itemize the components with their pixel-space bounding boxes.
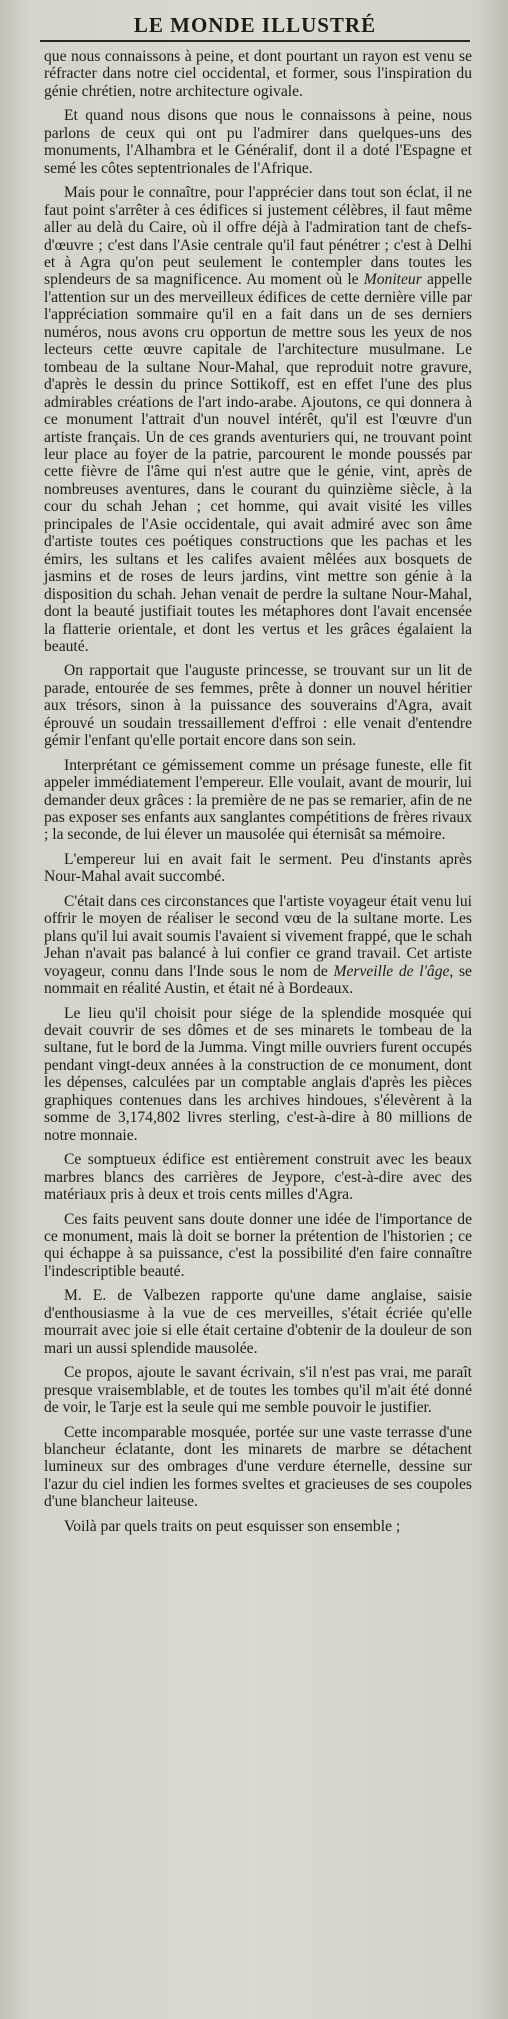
paragraph-14: Voilà par quels traits on peut esquisser son ensemble ; [64,1517,401,1535]
paragraph-7-part-a: C'était dans ces circonstances que l'artiste voyageur était venu lui offrir le moyen de réaliser le second vœu de la sultane morte. Les plans qu'il lui avait soumis l'avaient si vivement frappé, que le schah Jehan n'avait pas balancé à lui confier ce grand travail. Cet artiste voyageur, connu dans l'Inde sous le nom de [44,892,472,980]
masthead-title: LE MONDE ILLUSTRÉ [133,13,377,37]
paragraph-3-part-a: Mais pour le connaître, pour l'apprécier dans tout son éclat, il ne faut point s'arrêter à ces édifices si justement célèbres, il faut même aller au delà du Caire, où il offre déjà à l'admiration tant de chefs-d'œuvre ; c'est dans l'Asie centrale qu'il faut pénétrer ; c'est à Delhi et à Agra qu'on peut seulement le contempler dans toutes les splendeurs de sa magnificence. Au moment où le [44,184,472,289]
merveille-epithet: Merveille de l'âge, [333,962,454,980]
paragraph-4: On rapportait que l'auguste princesse, se trouvant sur un lit de parade, entourée de ses femmes, prête à donner un nouvel héritier aux trésors, sinon à la puissance des souverains d'Agra, avait éprouvé un soudain tressaillement d'effroi : elle venait d'entendre gémir l'enfant qu'elle portait encore dans son sein. [44,662,472,750]
paragraph-9: Ce somptueux édifice est entièrement construit avec les beaux marbres blancs des carrières de Jeypore, c'est-à-dire avec des matériaux pris à deux et trois cents milles d'Agra. [44,1151,472,1204]
paragraph-5: Interprétant ce gémissement comme un présage funeste, elle fit appeler immédiatement l'empereur. Elle voulait, avant de mourir, lui demander deux grâces : la première de ne pas se remarier, afin de ne pas exposer ses enfants aux sanglantes compétitions de frères rivaux ; la seconde, de lui élever un mausolée qui éternisât sa mémoire. [44,756,472,844]
moniteur-title: Moniteur [363,271,422,289]
paragraph-7-part-b: se nommait en réalité Austin, et était né à Bordeaux. [44,962,472,998]
paragraph-13: Cette incomparable mosquée, portée sur une vaste terrasse d'une blancheur éclatante, dont les minarets de marbre se détachent lumineux sur des ombrages d'une verdure éternelle, dessine sur l'azur du ciel indien les formes sveltes et gracieuses de ses coupoles d'une blancheur laiteuse. [44,1423,472,1511]
paragraph-11: M. E. de Valbezen rapporte qu'une dame anglaise, saisie d'enthousiasme à la vue de ces merveilles, s'était écriée qu'elle mourrait avec joie si elle était certaine d'obtenir de la douleur de son mari un aussi splendide mausolée. [44,1287,472,1357]
paragraph-6: L'empereur lui en avait fait le serment. Peu d'instants après Nour-Mahal avait succombé. [44,850,472,886]
paragraph-1: que nous connaissons à peine, et dont pourtant un rayon est venu se réfracter dans notre ciel occidental, et former, sous l'inspiration du génie chrétien, notre architecture ogivale. [44,48,472,100]
paragraph-8: Le lieu qu'il choisit pour siége de la splendide mosquée qui devait couvrir de ses dômes et de ses minarets le tombeau de la sultane, fut le bord de la Jumma. Vingt mille ouvriers furent occupés pendant vingt-deux années à la construction de ce monument, dont les dépenses, calculées par un comptable anglais d'après les pièces graphiques contenues dans les archives hindoues, s'élevèrent à la somme de 3,174,802 livres sterling, c'est-à-dire à 80 millions de notre monnaie. [44,1004,472,1144]
article-column [44,48,472,1535]
paragraph-10: Ces faits peuvent sans doute donner une idée de l'importance de ce monument, mais là doit se borner la prétention de l'historien ; ce qui échappe à sa puissance, c'est la possibilité d'en faire connaître l'indescriptible beauté. [44,1210,472,1280]
paragraph-7 [44,893,472,998]
paragraph-12: Ce propos, ajoute le savant écrivain, s'il n'est pas vrai, me paraît presque vraisemblable, et de toutes les tombes qu'il m'ait été donné de voir, le Tarje est la seule qui me semble pouvoir le justifier. [44,1364,472,1417]
paragraph-3-part-b: appelle l'attention sur un des merveilleux édifices de cette dernière ville par l'appréciation sommaire qu'il en a fait dans un de ses derniers numéros, nous avons cru opportun de mettre sous les yeux de nos lecteurs cette œuvre capitale de l'architecture musulmane. Le tombeau de la sultane Nour-Mahal, que reproduit notre gravure, d'après le dessin du prince Sottikoff, est en effet l'une des plus admirables créations de l'art indo-arabe. Ajoutons, ce qui donnera à ce monument l'attrait d'un nouvel intérêt, qu'il est l'œuvre d'un artiste français. Un de ces grands aventuriers qui, ne trouvant point leur place au foyer de la patrie, parcourent le monde poussés par cette fièvre de l'âme qui n'est autre que le génie, vint, après de nombreuses aventures, dans le courant du quinzième siècle, à la cour du schah Jehan ; cet homme, qui avait visité les villes principales de l'Asie occidentale, qui avait admiré avec son âme d'artiste toutes ces poétiques constructions que les pachas et les émirs, les sultans et les califes avaient mêlées aux bosquets de jasmins et de roses de leurs jardins, vint mettre son génie à la disposition du schah. Jehan venait de perdre la sultane Nour-Mahal, dont la beauté justifiait toutes les métaphores dont l'avait encensée la flatterie orientale, et dont les vertus et les grâces égalaient la beauté. [44,271,472,655]
masthead [40,4,470,42]
paragraph-2: Et quand nous disons que nous le connaissons à peine, nous parlons de ceux qui ont pu l'admirer dans quelques-uns des monuments, l'Alhambra et le Généralif, dont il a doté l'Espagne et semé les côtes septentrionales de l'Afrique. [44,107,472,177]
paragraph-3 [44,184,472,655]
